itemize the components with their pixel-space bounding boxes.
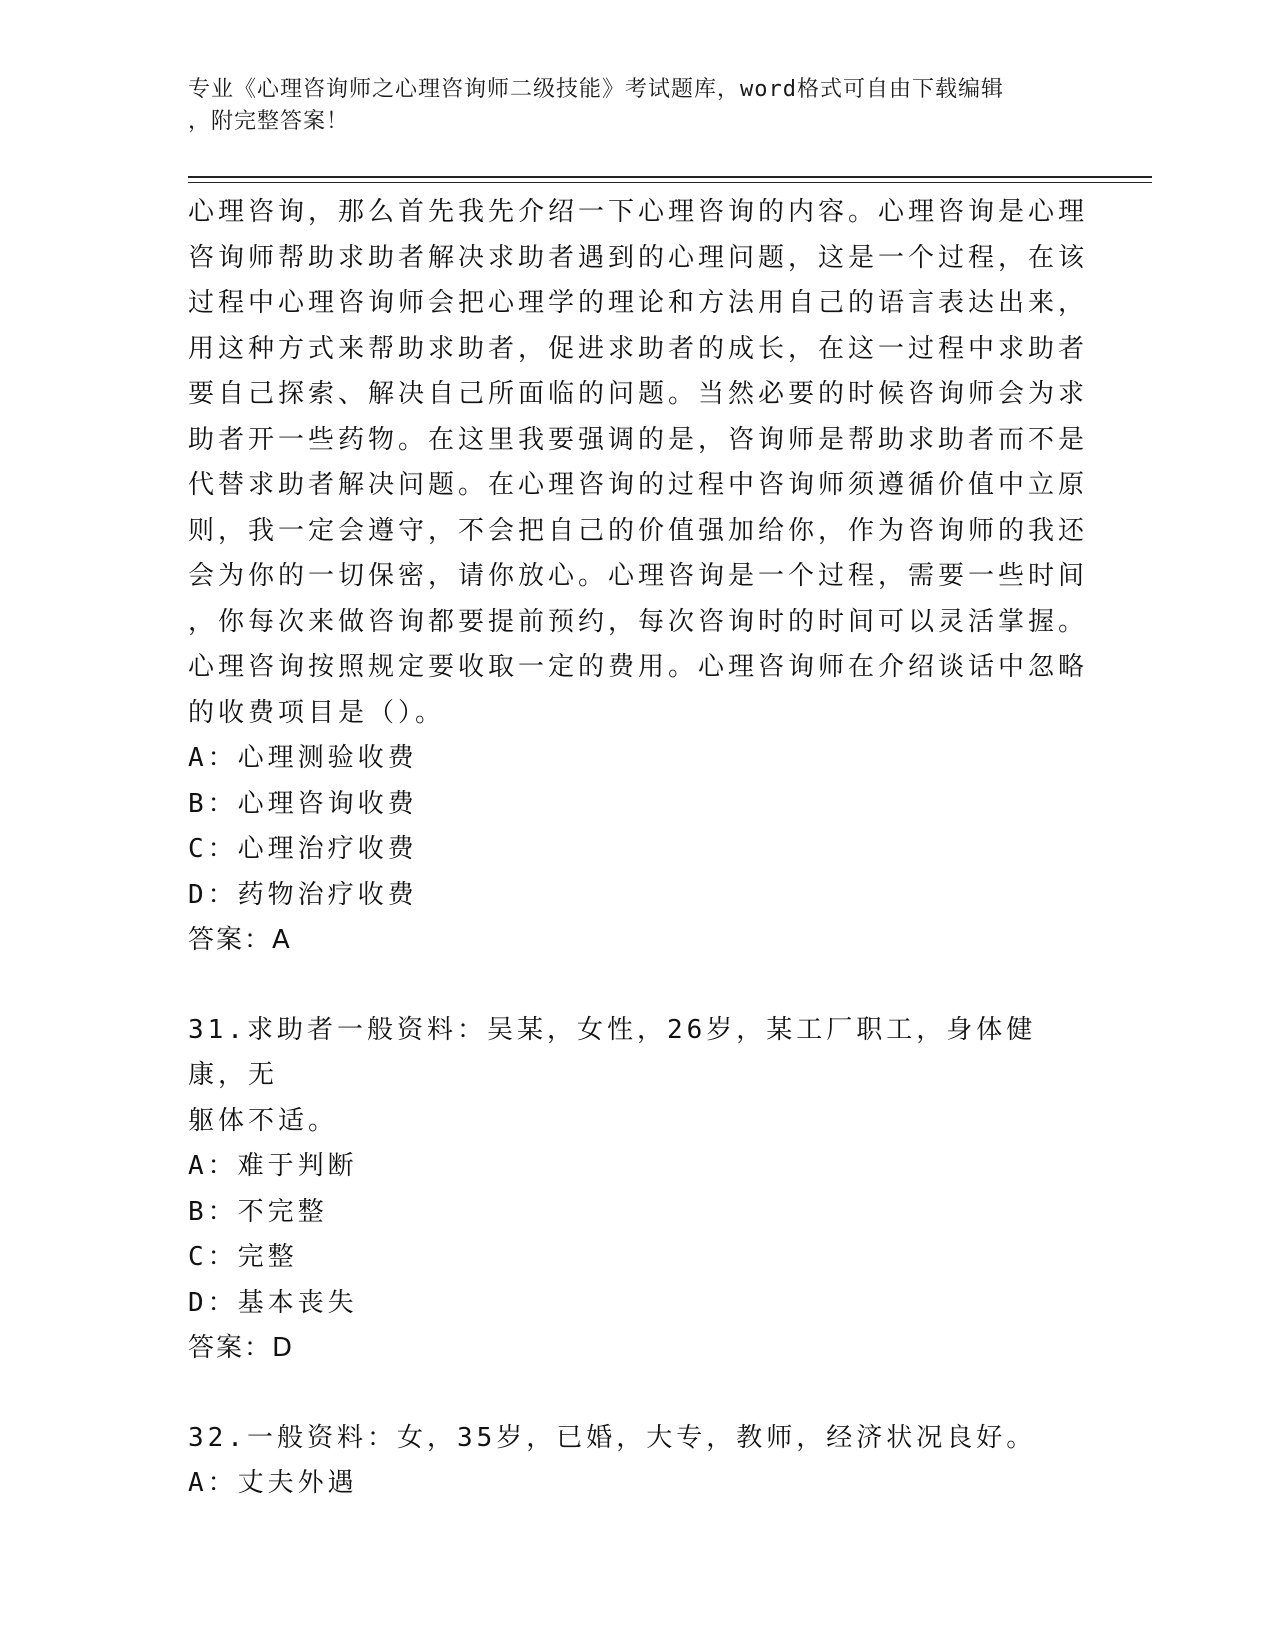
document-header: [188, 74, 1068, 138]
question-text-line: 心理咨询，那么首先我先介绍一下心理咨询的内容。心理咨询是心理: [188, 197, 1089, 227]
option-d: D：基本丧失: [188, 1287, 358, 1318]
question-text-line: 要自己探索、解决自己所面临的问题。当然必要的时候咨询师会为求: [188, 379, 1089, 409]
question-text-line: 心理咨询按照规定要收取一定的费用。心理咨询师在介绍谈话中忽略: [188, 652, 1089, 682]
header-line-2: ，附完整答案！: [188, 109, 350, 134]
question-text-line: 咨询师帮助求助者解决求助者遇到的心理问题，这是一个过程，在该: [188, 242, 1089, 273]
option-a: A：心理测验收费: [188, 743, 418, 773]
question-text-line: 用这种方式来帮助求助者，促进求助者的成长，在这一过程中求助者: [188, 333, 1089, 364]
question-text-line: 代替求助者解决问题。在心理咨询的过程中咨询师须遵循价值中立原: [188, 470, 1089, 500]
question-text-line: 躯体不适。: [188, 1105, 339, 1136]
document-body: [188, 190, 1088, 1507]
question-text-line: ，你每次来做咨询都要提前预约，每次咨询时的时间可以灵活掌握。: [188, 606, 1089, 637]
answer-line: 答案：A: [188, 925, 292, 955]
question-text-line: 31.求助者一般资料：吴某，女性，26岁，某工厂职工，身体健康，无: [188, 1014, 1037, 1090]
question-text-line: 会为你的一切保密，请你放心。心理咨询是一个过程，需要一些时间: [188, 561, 1089, 591]
answer-line: 答案：D: [188, 1333, 295, 1363]
header-line-1: 专业《心理咨询师之心理咨询师二级技能》考试题库，word格式可自由下载编辑: [188, 77, 1004, 102]
header-divider-thin: [188, 182, 1152, 183]
question-block-31: [188, 1008, 1088, 1372]
option-b: B：心理咨询收费: [188, 788, 418, 819]
option-a: A：丈夫外遇: [188, 1468, 358, 1498]
header-divider-thick: [188, 176, 1152, 178]
question-text-line: 的收费项目是（）。: [188, 697, 446, 728]
question-text-line: 过程中心理咨询师会把心理学的理论和方法用自己的语言表达出来，: [188, 288, 1089, 318]
option-c: C：完整: [188, 1242, 298, 1272]
option-d: D：药物治疗收费: [188, 879, 418, 910]
question-block-1: [188, 190, 1088, 964]
option-c: C：心理治疗收费: [188, 834, 418, 864]
question-text-line: 助者开一些药物。在这里我要强调的是，咨询师是帮助求助者而不是: [188, 424, 1089, 455]
question-block-32: [188, 1416, 1088, 1507]
option-b: B：不完整: [188, 1196, 328, 1227]
option-a: A：难于判断: [188, 1151, 358, 1181]
question-text-line: 则，我一定会遵守，不会把自己的价值强加给你，作为咨询师的我还: [188, 515, 1089, 546]
spacer: [188, 964, 1088, 1008]
spacer: [188, 1372, 1088, 1416]
question-text-line: 32.一般资料：女，35岁，已婚，大专，教师，经济状况良好。: [188, 1422, 1037, 1453]
